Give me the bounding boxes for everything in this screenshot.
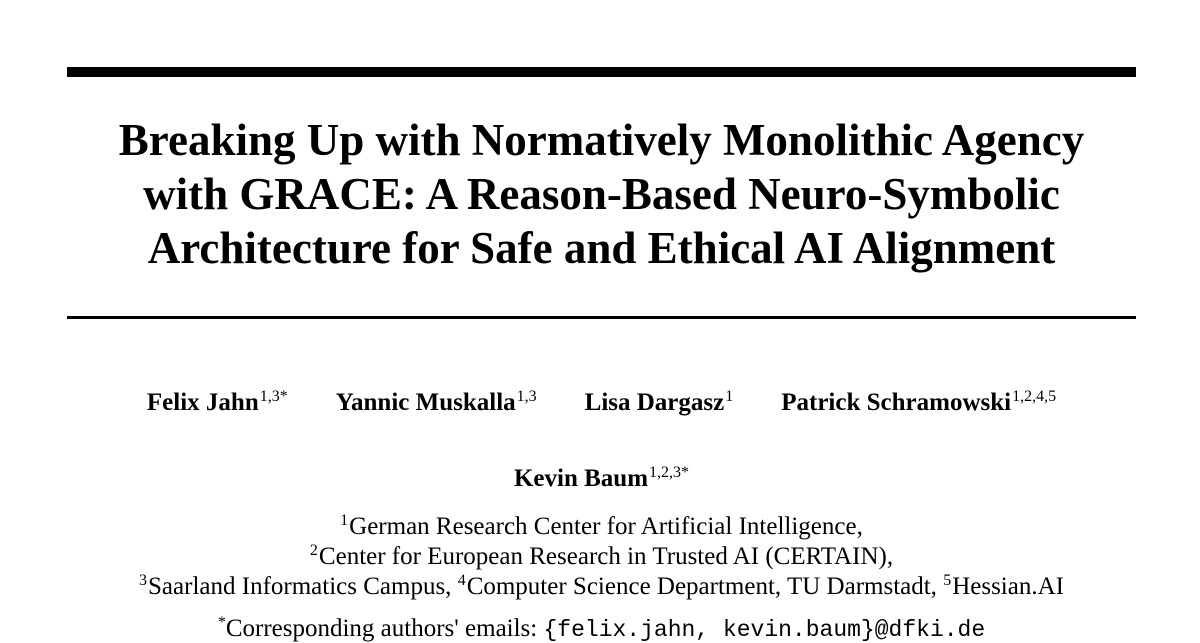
title-line: Architecture for Safe and Ethical AI Alignment [147, 223, 1056, 273]
top-rule [67, 67, 1136, 77]
author-affiliation-marks: 1 [725, 388, 734, 405]
author-list-row2 [67, 464, 1136, 493]
affiliation-line [67, 542, 1136, 571]
affiliation-text: German Research Center for Artificial Intelligence, [349, 513, 863, 540]
affiliation-line [67, 512, 1136, 541]
author [585, 388, 734, 417]
affiliation-mark: 4 [457, 572, 466, 589]
author-list [67, 388, 1136, 417]
corresponding-mark: * [217, 614, 226, 631]
author-affiliation-marks: 1,3 [516, 388, 537, 405]
affiliation-text: Center for European Research in Trusted AI (CERTAIN), [318, 543, 894, 570]
affiliation-mark: 5 [943, 572, 952, 589]
author [514, 464, 689, 493]
author-name: Lisa Dargasz [584, 389, 725, 416]
author-name: Yannic Muskalla [335, 389, 516, 416]
title-bottom-rule [67, 316, 1136, 319]
corresponding-emails[interactable]: {felix.jahn, kevin.baum}@dfki.de [543, 617, 986, 643]
author-name: Kevin Baum [513, 465, 649, 492]
author-affiliation-marks: 1,2,4,5 [1012, 388, 1057, 405]
affiliation-mark: 1 [340, 512, 349, 529]
affiliation-line [67, 572, 1136, 601]
affiliation-text: Computer Science Department, TU Darmstadt, [466, 573, 944, 600]
author-name: Felix Jahn [146, 389, 259, 416]
title-line: with GRACE: A Reason-Based Neuro-Symbolic [143, 169, 1060, 219]
affiliation-mark: 2 [309, 542, 318, 559]
corresponding-authors [67, 614, 1136, 643]
author-affiliation-marks: 1,2,3* [649, 464, 690, 481]
author [336, 388, 537, 417]
author [147, 388, 288, 417]
corresponding-label: Corresponding authors' emails: [225, 615, 544, 642]
affiliation-mark: 3 [139, 572, 148, 589]
paper-title [67, 113, 1136, 275]
affiliation-text: Hessian.AI [952, 573, 1064, 600]
affiliation-text: Saarland Informatics Campus, [148, 573, 458, 600]
author [781, 388, 1056, 417]
title-line: Breaking Up with Normatively Monolithic Agency [118, 115, 1085, 165]
author-name: Patrick Schramowski [781, 389, 1012, 416]
author-affiliation-marks: 1,3* [259, 388, 288, 405]
